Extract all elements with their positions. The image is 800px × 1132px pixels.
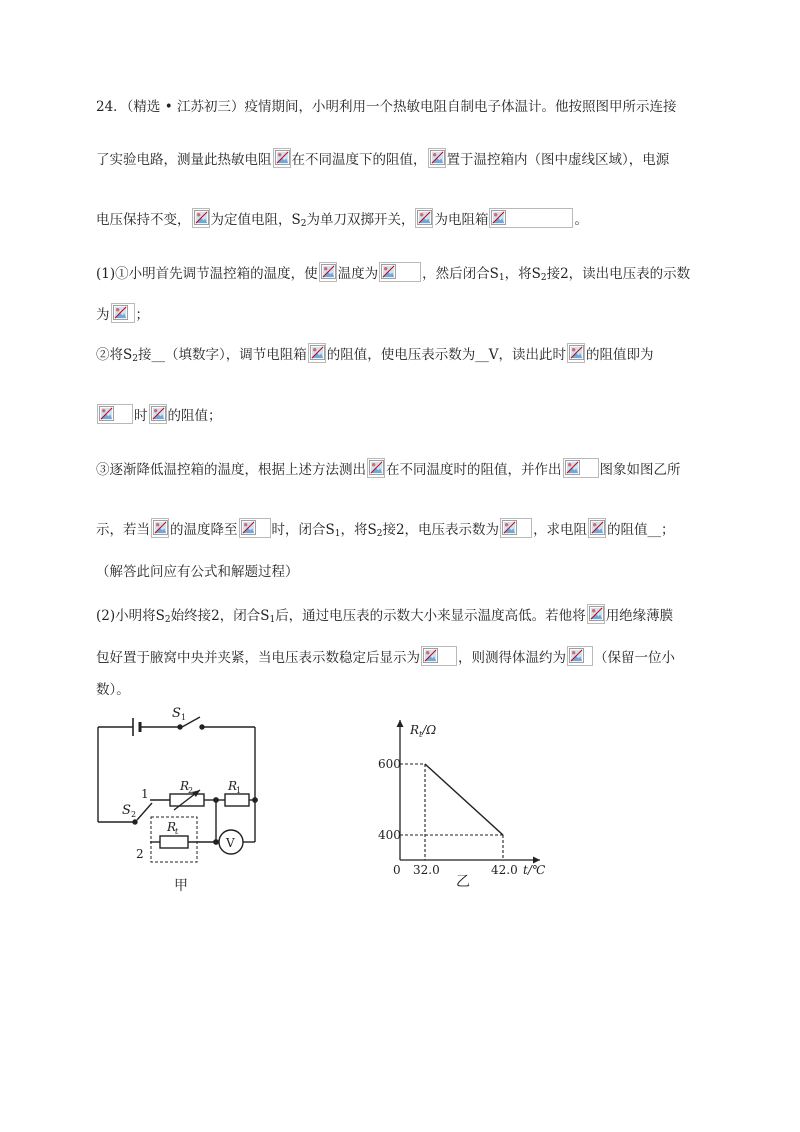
- broken-image-icon: [569, 345, 584, 360]
- text-segment: 接2，读出电压表的示数: [546, 266, 691, 282]
- broken-image-icon: [381, 264, 396, 279]
- voltmeter-label: V: [226, 836, 235, 850]
- question-line-1: [96, 97, 676, 117]
- formula-image-placeholder: [111, 303, 135, 323]
- formula-image-placeholder: [567, 646, 593, 666]
- series-line: [425, 764, 503, 835]
- broken-image-icon: [369, 460, 384, 475]
- text-segment: 示，若当: [96, 522, 150, 538]
- broken-image-icon: [151, 406, 166, 421]
- formula-image-placeholder: [319, 262, 337, 282]
- broken-image-icon: [417, 210, 432, 225]
- question-line-5: [96, 303, 149, 325]
- text-segment: 电压保持不变，: [96, 212, 191, 228]
- contact-2-label: 2: [136, 847, 144, 861]
- broken-image-icon: [565, 460, 580, 475]
- question-line-8: [96, 458, 681, 480]
- formula-image-placeholder: [97, 404, 133, 424]
- subscript: 2: [376, 529, 383, 539]
- text-segment: 为单刀双掷开关，: [306, 212, 415, 228]
- subscript: 2: [540, 273, 547, 283]
- label-s2: S: [122, 803, 131, 818]
- subscript: 1: [334, 529, 341, 539]
- broken-image-icon: [589, 606, 604, 621]
- question-line-4: [96, 262, 690, 288]
- contact-1-label: 1: [141, 787, 149, 801]
- text-segment: 为定值电阻，S: [210, 212, 301, 228]
- x-tick-label: 42.0: [491, 863, 518, 877]
- formula-image-placeholder: [415, 208, 433, 228]
- text-segment: 包好置于腋窝中央并夹紧，当电压表示数稳定后显示为: [96, 650, 420, 666]
- formula-image-placeholder: [567, 343, 585, 363]
- origin-label: 0: [393, 863, 401, 877]
- formula-image-placeholder: [308, 343, 326, 363]
- figure-jia-caption: 甲: [174, 878, 188, 894]
- text-segment: 在不同温度时的阻值，并作出: [386, 462, 562, 478]
- broken-image-icon: [430, 150, 445, 165]
- text-segment: 为电阻箱: [434, 212, 489, 228]
- text-segment: ，求电阻: [533, 522, 588, 538]
- label-r1: R: [228, 779, 238, 793]
- text-segment: ②将S: [96, 347, 133, 363]
- broken-image-icon: [99, 406, 114, 421]
- text-segment: 图象如图乙所: [599, 462, 681, 478]
- circuit-diagram-jia: [88, 700, 278, 900]
- text-segment: 的阻值__；: [607, 522, 675, 538]
- label-rt: R: [167, 820, 177, 834]
- broken-image-icon: [310, 345, 325, 360]
- text-segment: ；: [135, 307, 149, 323]
- text-segment: ，将S: [340, 522, 377, 538]
- formula-image-placeholder: [563, 458, 599, 478]
- formula-image-placeholder: [379, 262, 421, 282]
- figure-yi-caption: 乙: [456, 874, 470, 890]
- label-s2-subscript: 2: [131, 810, 137, 819]
- text-segment: ，然后闭合S: [422, 266, 499, 282]
- formula-image-placeholder: [151, 518, 169, 538]
- formula-image-placeholder: [489, 208, 573, 228]
- label-r2: R: [180, 779, 190, 793]
- broken-image-icon: [241, 520, 256, 535]
- text-segment: 接__（填数字），调节电阻箱: [137, 347, 307, 363]
- question-line-10: [96, 562, 299, 582]
- text-segment: 置于温控箱内（图中虚线区域），电源: [446, 152, 670, 168]
- question-line-11: [96, 604, 673, 630]
- x-axis-label: t/℃: [523, 863, 546, 877]
- text-segment: 的温度降至: [170, 522, 238, 538]
- broken-image-icon: [113, 305, 128, 320]
- label-s1-subscript: 1: [181, 713, 187, 722]
- formula-image-placeholder: [149, 404, 167, 424]
- formula-image-placeholder: [588, 518, 606, 538]
- question-line-13: [96, 680, 130, 700]
- text-segment: 了实验电路，测量此热敏电阻: [96, 152, 272, 168]
- broken-image-icon: [491, 210, 506, 225]
- formula-image-placeholder: [421, 646, 457, 666]
- text-segment: 后，通过电压表的示数大小来显示温度高低。若他将: [275, 608, 586, 624]
- text-segment: （保留一位小: [594, 650, 675, 666]
- formula-image-placeholder: [500, 518, 532, 538]
- question-line-9: [96, 518, 675, 544]
- question-line-6: [96, 343, 653, 369]
- question-line-3: [96, 208, 588, 234]
- text-segment: ，则测得体温约为: [458, 650, 566, 666]
- broken-image-icon: [569, 648, 584, 663]
- y-tick-label: 400: [378, 828, 401, 842]
- subscript: 1: [269, 615, 276, 625]
- text-segment: 为: [96, 307, 110, 323]
- y-tick-label: 600: [378, 757, 401, 771]
- text-segment: ，将S: [504, 266, 541, 282]
- graph-yi: [370, 712, 560, 892]
- text-segment: 在不同温度下的阻值，: [291, 152, 427, 168]
- y-axis-arrow: [397, 720, 404, 727]
- subscript: 1: [498, 273, 505, 283]
- broken-image-icon: [153, 520, 168, 535]
- question-line-2: [96, 148, 669, 170]
- text-segment: (1)①小明首先调节温控箱的温度，使: [96, 266, 318, 282]
- broken-image-icon: [194, 210, 209, 225]
- label-r2-subscript: 2: [188, 786, 194, 795]
- broken-image-icon: [275, 150, 290, 165]
- text-segment: (2)小明将S: [96, 608, 165, 624]
- subscript: 2: [300, 219, 307, 229]
- x-tick-label: 32.0: [413, 863, 440, 877]
- formula-image-placeholder: [239, 518, 271, 538]
- formula-image-placeholder: [428, 148, 446, 168]
- text-segment: 的阻值，使电压表示数为__V，读出此时: [326, 347, 566, 363]
- text-segment: 。: [574, 212, 588, 228]
- question-line-12: [96, 646, 675, 668]
- formula-image-placeholder: [587, 604, 605, 624]
- subscript: 2: [132, 354, 138, 364]
- text-segment: 时，闭合S: [271, 522, 335, 538]
- text-segment: ③逐渐降低温控箱的温度，根据上述方法测出: [96, 462, 366, 478]
- text-segment: 时: [134, 408, 148, 424]
- broken-image-icon: [502, 520, 517, 535]
- broken-image-icon: [321, 264, 336, 279]
- formula-image-placeholder: [192, 208, 210, 228]
- text-segment: 始终接2，闭合S: [170, 608, 270, 624]
- label-s1: S: [172, 706, 181, 721]
- text-segment: 的阻值；: [167, 408, 222, 424]
- broken-image-icon: [590, 520, 605, 535]
- text-segment: （解答此问应有公式和解题过程）: [96, 564, 299, 580]
- formula-image-placeholder: [273, 148, 291, 168]
- text-segment: 数）。: [96, 682, 130, 698]
- broken-image-icon: [423, 648, 438, 663]
- formula-image-placeholder: [367, 458, 385, 478]
- question-line-7: [96, 404, 222, 426]
- y-axis-label: $R_t/\Omega$: [410, 723, 437, 739]
- label-rt-subscript: t: [175, 827, 179, 836]
- label-r1-subscript: 1: [236, 786, 242, 795]
- text-segment: 的阻值即为: [585, 347, 654, 363]
- text-segment: 温度为: [337, 266, 379, 282]
- subscript: 2: [164, 615, 171, 625]
- text-segment: 接2，电压表示数为: [382, 522, 500, 538]
- question-number-and-intro: 24．（精选 • 江苏初三）疫情期间，小明利用一个热敏电阻自制电子体温计。他按照图甲所示连接: [96, 99, 677, 115]
- text-segment: 用绝缘薄膜: [605, 608, 674, 624]
